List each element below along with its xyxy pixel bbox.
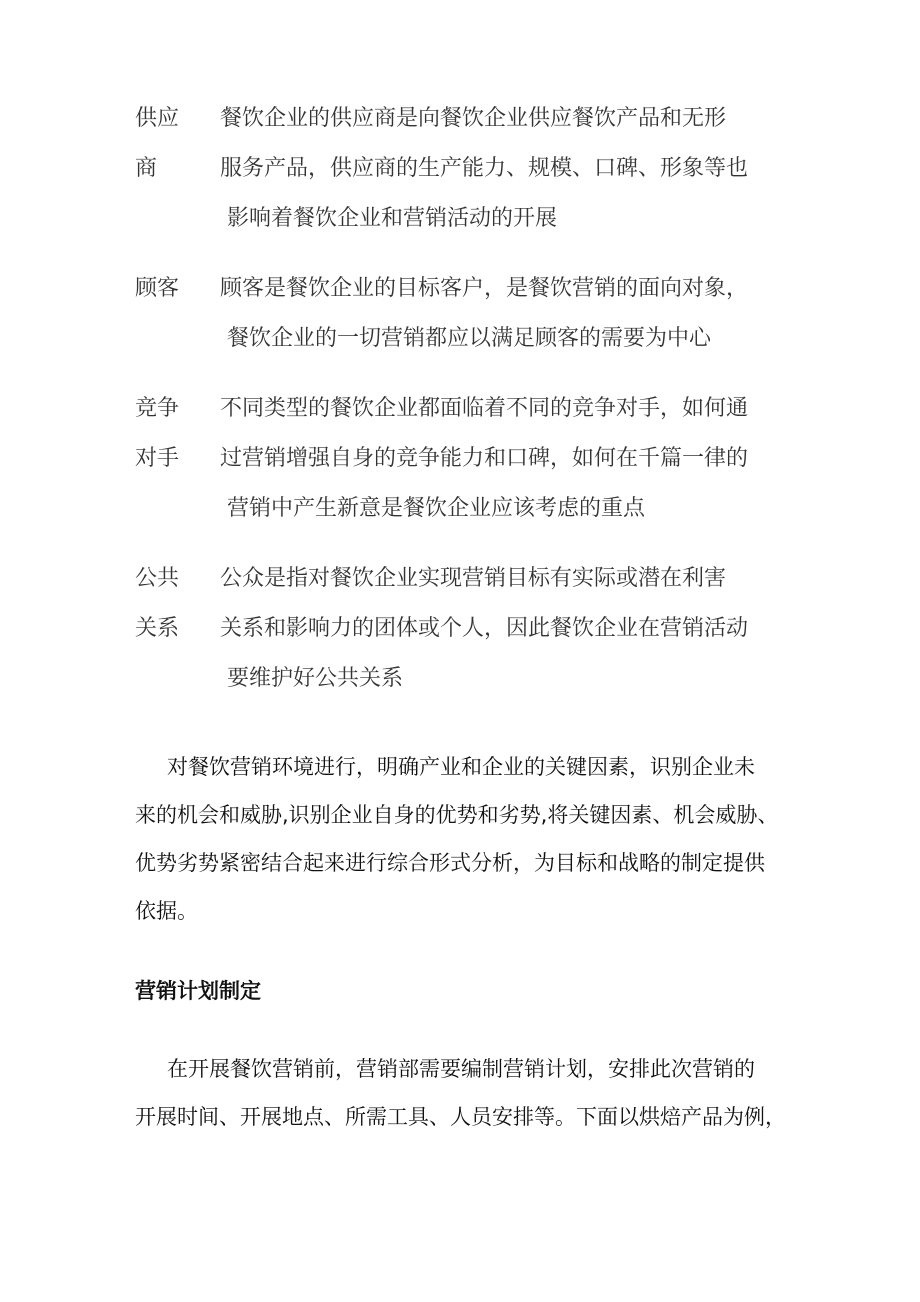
paragraph-line: 优势劣势紧密结合起来进行综合形式分析，为目标和战略的制定提供	[135, 851, 765, 875]
entry-term-line: 顾客	[135, 276, 180, 301]
paragraph-line: 依据。	[135, 899, 198, 923]
entry-desc-line: 餐饮企业的一切营销都应以满足顾客的需要为中心	[227, 326, 712, 351]
entry-desc-line: 要维护好公共关系	[227, 666, 404, 691]
entry-term-line: 对手	[135, 446, 180, 471]
entry-term-line: 商	[135, 156, 158, 181]
entry-term-line: 供应	[135, 106, 180, 131]
entry-desc-line: 影响着餐饮企业和营销活动的开展	[227, 206, 558, 231]
paragraph-line: 开展时间、开展地点、所需工具、人员安排等。下面以烘焙产品为例，	[135, 1105, 786, 1129]
entry-desc-line: 公众是指对餐饮企业实现营销目标有实际或潜在利害	[220, 566, 727, 591]
paragraph-line: 来的机会和威胁,识别企业自身的优势和劣势,将关键因素、机会威胁、	[135, 803, 779, 827]
section-heading: 营销计划制定	[135, 979, 261, 1003]
paragraph-line: 在开展餐饮营销前，营销部需要编制营销计划，安排此次营销的	[167, 1057, 755, 1081]
entry-desc-line: 顾客是餐饮企业的目标客户，是餐饮营销的面向对象，	[220, 276, 749, 301]
paragraph-line: 对餐饮营销环境进行，明确产业和企业的关键因素，识别企业未	[167, 755, 755, 779]
entry-desc-line: 服务产品，供应商的生产能力、规模、口碑、形象等也	[220, 156, 749, 181]
entry-desc-line: 营销中产生新意是餐饮企业应该考虑的重点	[227, 496, 646, 521]
entry-desc-line: 餐饮企业的供应商是向餐饮企业供应餐饮产品和无形	[220, 106, 727, 131]
entry-term-line: 公共	[135, 566, 180, 591]
entry-desc-line: 关系和影响力的团体或个人，因此餐饮企业在营销活动	[220, 616, 749, 641]
entry-desc-line: 不同类型的餐饮企业都面临着不同的竞争对手，如何通	[220, 396, 749, 421]
entry-term-line: 竞争	[135, 396, 180, 421]
entry-desc-line: 过营销增强自身的竞争能力和口碑，如何在千篇一律的	[220, 446, 749, 471]
entry-term-line: 关系	[135, 616, 180, 641]
